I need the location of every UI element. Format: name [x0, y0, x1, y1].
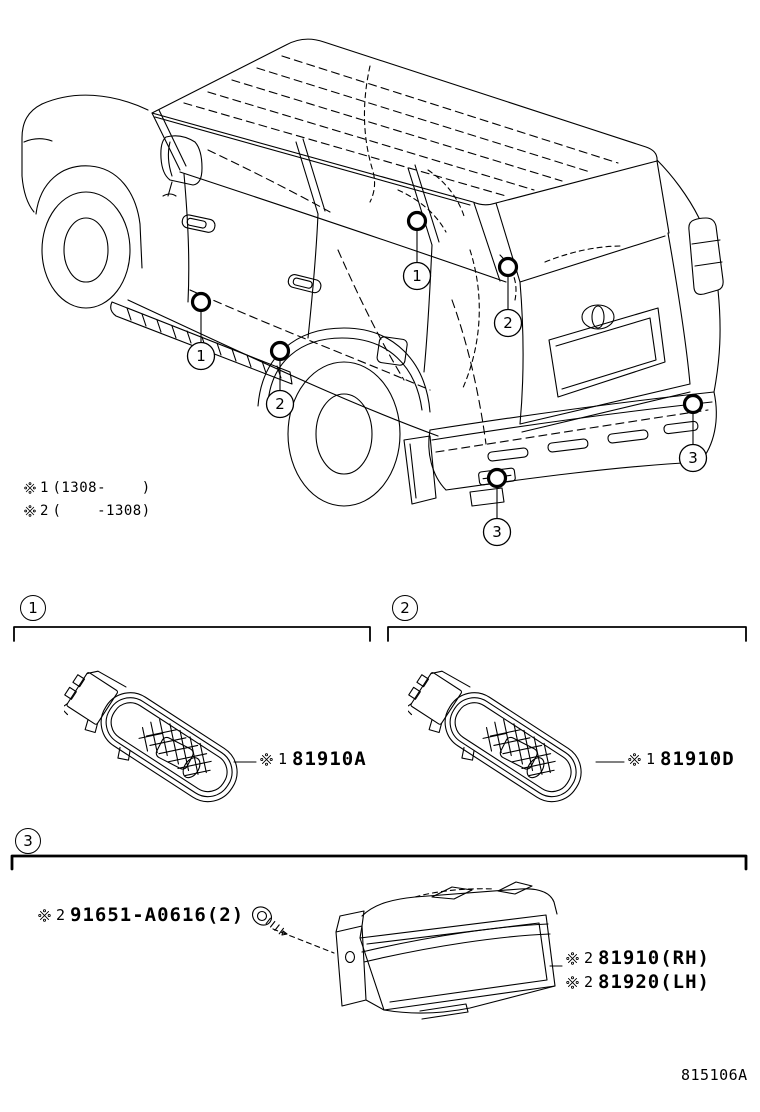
reference-mark-icon: [566, 976, 579, 989]
part-number: 81920(LH): [598, 971, 710, 993]
anchor-rear-door-lamp: [272, 343, 289, 360]
note-range: (1308- ): [52, 480, 151, 496]
callout-number[interactable]: 1: [412, 267, 422, 285]
room-lamp-1-illustration: [52, 660, 256, 819]
note-range: ( -1308): [52, 503, 151, 519]
vehicle-illustration: [22, 39, 723, 506]
section-number: 2: [400, 599, 410, 617]
section-2-bracket: [388, 627, 746, 641]
reference-mark-icon: [38, 909, 51, 922]
callout-number[interactable]: 3: [492, 523, 502, 541]
reference-mark-icon: [566, 952, 579, 965]
anchor-front-door-lamp: [193, 294, 210, 311]
callout-number[interactable]: 1: [196, 347, 206, 365]
rear-lamp-illustration: [336, 882, 562, 1019]
part-ref: 1: [646, 750, 656, 768]
part-number: 81910(RH): [598, 947, 710, 969]
note-ref-number: 2: [40, 503, 49, 519]
anchor-map-lamp: [409, 213, 426, 230]
callout-number[interactable]: 3: [688, 449, 698, 467]
section-number: 1: [28, 599, 38, 617]
callout-number[interactable]: 2: [503, 314, 513, 332]
section-1-bracket: [14, 627, 370, 641]
note-applicability-2: [24, 504, 151, 518]
vehicle-callouts: [188, 213, 707, 546]
room-lamp-2-illustration: [396, 660, 624, 819]
part-label-81920-lh[interactable]: [566, 973, 710, 992]
part-ref: 2: [584, 949, 594, 967]
reference-mark-icon: [628, 753, 641, 766]
reference-mark-icon: [260, 753, 273, 766]
section-1-circle[interactable]: [20, 595, 46, 621]
section-2-circle[interactable]: [392, 595, 418, 621]
figure-code: 815106A: [681, 1066, 748, 1084]
part-number: 81910A: [292, 748, 367, 770]
part-label-screw[interactable]: [38, 906, 244, 925]
note-applicability-1: [24, 481, 151, 495]
section-number: 3: [23, 832, 33, 850]
part-ref: 1: [278, 750, 288, 768]
callout-number[interactable]: 2: [275, 395, 285, 413]
part-ref: 2: [56, 906, 66, 924]
anchor-rear-lamp-lh: [489, 470, 506, 487]
anchor-rear-room-lamp: [500, 259, 517, 276]
screw-illustration: [249, 903, 334, 953]
section-3-bracket: [12, 856, 746, 869]
anchor-rear-lamp-rh: [685, 396, 702, 413]
section-3-circle[interactable]: [15, 828, 41, 854]
part-label-81910-rh[interactable]: [566, 949, 710, 968]
note-ref-number: 1: [40, 480, 49, 496]
reference-mark-icon: [24, 482, 36, 494]
part-ref: 2: [584, 973, 594, 991]
reference-mark-icon: [24, 505, 36, 517]
part-label-81910A[interactable]: [260, 750, 367, 769]
part-number: 81910D: [660, 748, 735, 770]
part-label-81910D[interactable]: [628, 750, 735, 769]
part-number: 91651-A0616(2): [70, 904, 245, 926]
